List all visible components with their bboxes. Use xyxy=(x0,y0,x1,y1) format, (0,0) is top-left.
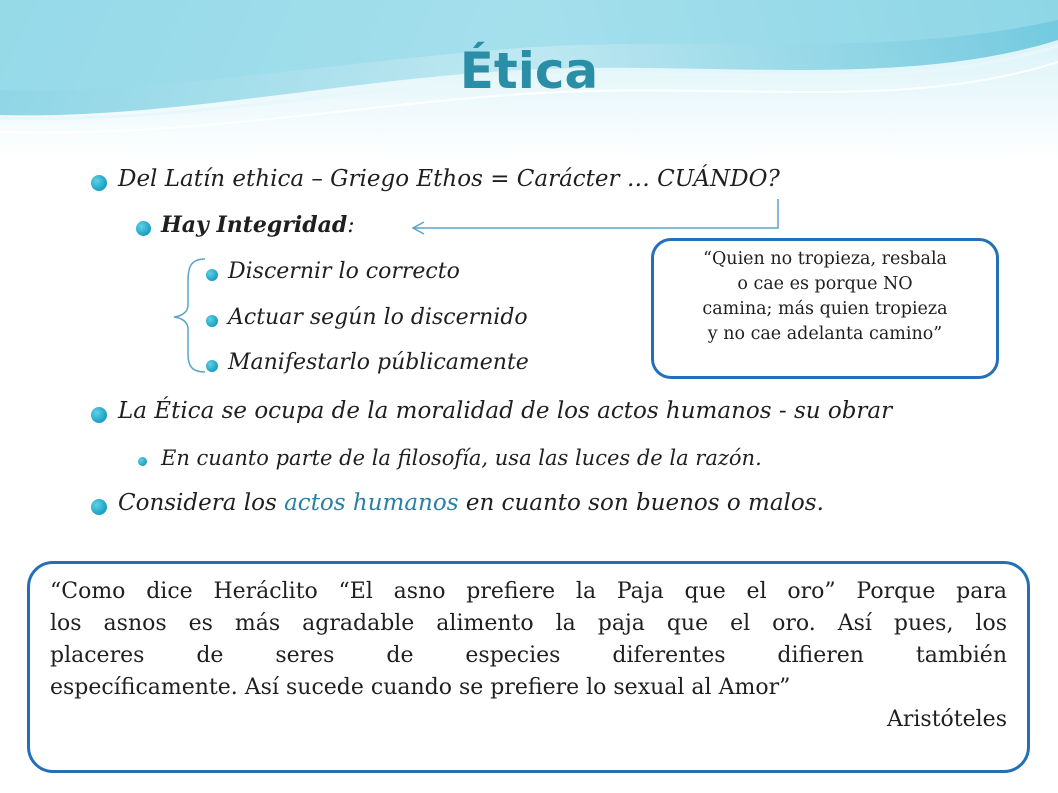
bullet-text: Discernir lo correcto xyxy=(228,259,460,284)
bullet-highlight: actos humanos xyxy=(284,490,459,516)
bullet-actos xyxy=(118,490,824,516)
quote-line: y no cae adelanta camino” xyxy=(707,324,943,344)
bullet-dot-icon xyxy=(206,315,218,327)
bullet-text: Manifestarlo públicamente xyxy=(228,350,529,375)
bullet-dot-icon xyxy=(91,175,107,191)
bullet-text: En cuanto parte de la filosofía, usa las luces de la razón. xyxy=(161,446,762,470)
bullet-text-post: en cuanto son buenos o malos. xyxy=(458,490,824,516)
quote-line: “Quien no tropieza, resbala xyxy=(703,249,947,269)
bullet-colon: : xyxy=(347,213,355,238)
bullet-text: Del Latín ethica – Griego Ethos = Carácter … CUÁNDO? xyxy=(118,166,780,192)
quote-box-aristoteles xyxy=(27,561,1030,773)
quote-line: camina; más quien tropieza xyxy=(702,299,948,319)
sub-bullet-filosofia xyxy=(161,446,762,470)
bullet-dot-icon xyxy=(136,221,151,236)
quote-line: o cae es porque NO xyxy=(737,274,913,294)
bullet-definition xyxy=(118,166,780,192)
bullet-dot-icon xyxy=(206,360,218,372)
big-quote-line: los asnos es más agradable alimento la paja que el oro. Así pues, los xyxy=(50,611,1007,636)
big-quote-line: “Como dice Heráclito “El asno prefiere la Paja que el oro” Porque para xyxy=(50,579,1007,604)
sub-bullet-discernir xyxy=(228,259,460,284)
big-quote-line: placeres de seres de especies diferentes difieren también xyxy=(50,643,1007,668)
bullet-dot-icon xyxy=(91,407,107,423)
sub-bullet-manifestar xyxy=(228,350,529,375)
sub-bullet-actuar xyxy=(228,305,528,330)
quote-author: Aristóteles xyxy=(886,707,1007,732)
bullet-moralidad xyxy=(118,398,892,424)
bullet-text: Actuar según lo discernido xyxy=(228,305,528,330)
bullet-dot-icon xyxy=(91,499,107,515)
bullet-dot-icon xyxy=(138,457,147,466)
big-quote-line: específicamente. Así sucede cuando se prefiere lo sexual al Amor” xyxy=(50,675,791,700)
slide-title: Ética xyxy=(459,42,599,100)
bullet-integridad xyxy=(161,212,355,238)
bullet-text: Hay Integridad xyxy=(161,212,348,238)
bullet-text-pre: Considera los xyxy=(118,490,285,516)
bullet-dot-icon xyxy=(206,269,218,281)
bullet-text: La Ética se ocupa de la moralidad de los actos humanos - su obrar xyxy=(118,398,893,424)
quote-box-tropieza xyxy=(651,238,999,379)
